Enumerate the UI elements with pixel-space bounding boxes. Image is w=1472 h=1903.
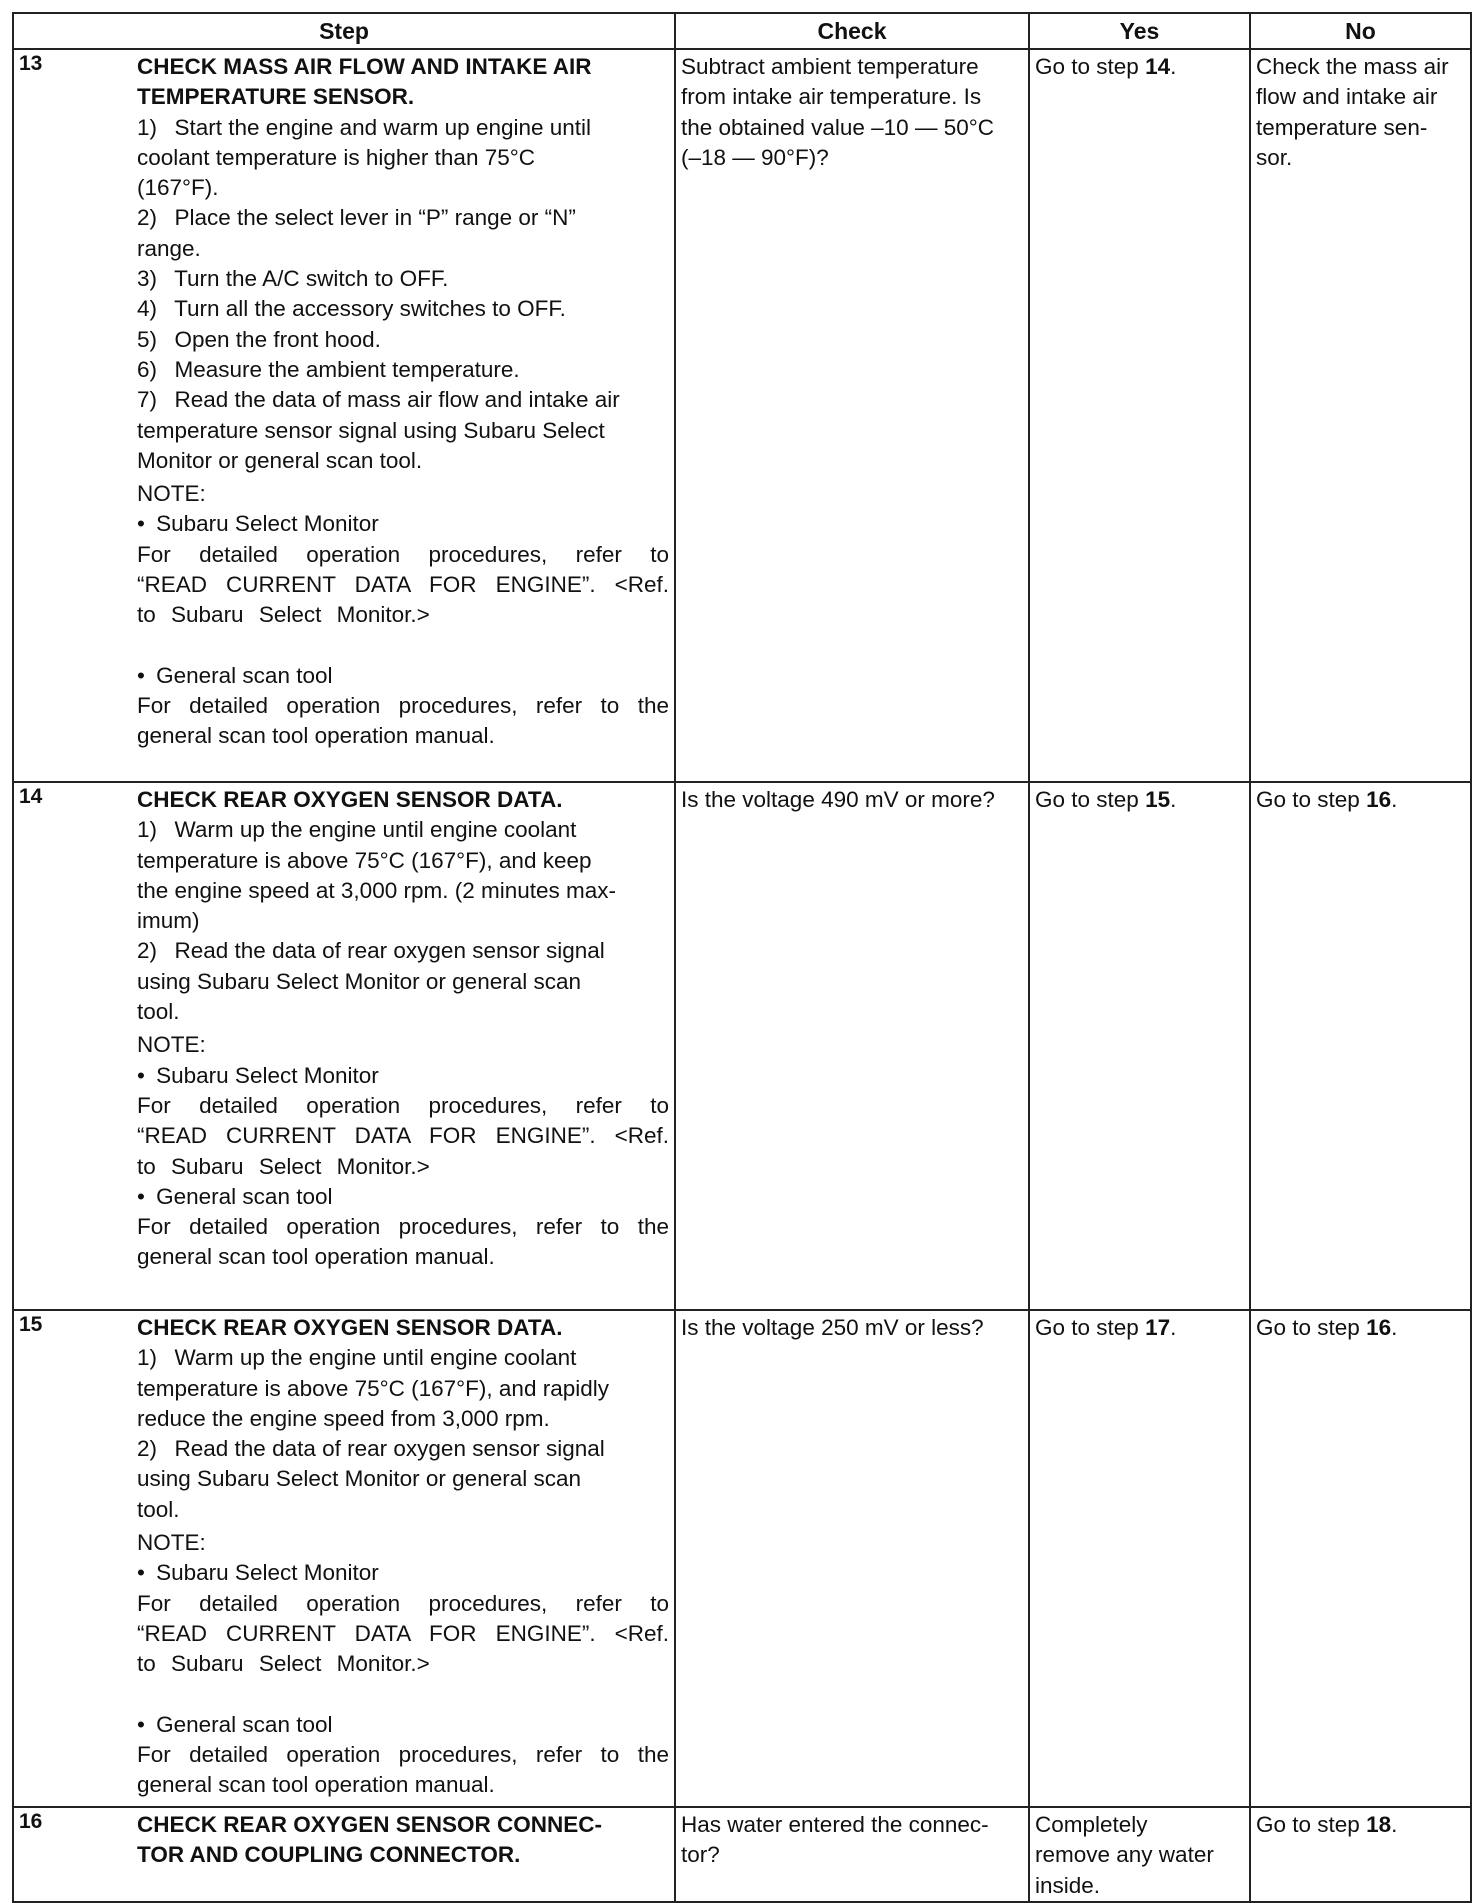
- note-label: NOTE:: [137, 1530, 206, 1556]
- bullet-select-monitor: • Subaru Select Monitor: [137, 1560, 379, 1586]
- step-text-line: to Subaru Select Monitor.>: [137, 602, 430, 628]
- step-text-line: For detailed operation procedures, refer to: [137, 1590, 669, 1616]
- check-text-line: Subtract ambient temperature: [681, 54, 979, 79]
- step-text-line: 2) Place the select lever in “P” range or “N”: [137, 205, 576, 231]
- yes-prefix: Go to step: [1035, 54, 1146, 79]
- step-text-line: “READ CURRENT DATA FOR ENGINE”. <Ref.: [137, 1620, 669, 1646]
- step-description: [137, 1310, 675, 1807]
- yes-cell: [1029, 1310, 1250, 1807]
- step-text-line: “READ CURRENT DATA FOR ENGINE”. <Ref.: [137, 572, 669, 598]
- yes-cell: [1029, 49, 1250, 782]
- step-text-line: imum): [137, 908, 200, 934]
- step-title-line: CHECK MASS AIR FLOW AND INTAKE AIR: [137, 54, 592, 79]
- yes-text-line: Completely: [1035, 1812, 1148, 1837]
- step-text-line: 2) Read the data of rear oxygen sensor signal: [137, 938, 605, 964]
- check-cell: [675, 1807, 1029, 1902]
- check-text-line: (–18 — 90°F)?: [681, 144, 829, 170]
- header-row: [13, 13, 1471, 49]
- header-no: No: [1250, 13, 1471, 49]
- step-text-line: For detailed operation procedures, refer to: [137, 541, 669, 567]
- step-number: 14: [13, 782, 137, 1310]
- step-text-line: “READ CURRENT DATA FOR ENGINE”. <Ref.: [137, 1123, 669, 1149]
- no-text-line: Check the mass air: [1256, 54, 1449, 79]
- step-text-line: temperature sensor signal using Subaru Select: [137, 417, 605, 443]
- step-text-line: general scan tool operation manual.: [137, 1244, 495, 1270]
- bullet-scan-tool: • General scan tool: [137, 1183, 333, 1209]
- yes-cell: [1029, 1807, 1250, 1902]
- check-cell: [675, 49, 1029, 782]
- note-label: NOTE:: [137, 1032, 206, 1058]
- no-text-line: flow and intake air: [1256, 84, 1438, 110]
- diagnostic-table: [12, 12, 1472, 1903]
- check-text-line: the obtained value –10 — 50°C: [681, 114, 994, 140]
- no-text-line: temperature sen-: [1256, 114, 1428, 140]
- yes-prefix: Go to step: [1035, 787, 1146, 812]
- no-prefix: Go to step: [1256, 787, 1367, 812]
- check-text-line: from intake air temperature. Is: [681, 84, 982, 110]
- step-text-line: reduce the engine speed from 3,000 rpm.: [137, 1405, 550, 1431]
- step-text-line: 1) Warm up the engine until engine coolant: [137, 817, 577, 843]
- step-description: [137, 49, 675, 782]
- no-prefix: Go to step: [1256, 1315, 1367, 1340]
- yes-cell: [1029, 782, 1250, 1310]
- table-row-13: [13, 49, 1471, 782]
- note-label: NOTE:: [137, 481, 206, 507]
- step-title-line: TEMPERATURE SENSOR.: [137, 84, 415, 110]
- step-number: 16: [13, 1807, 137, 1902]
- step-text-line: For detailed operation procedures, refer to the: [137, 1214, 669, 1240]
- no-step-number: 16: [1366, 1315, 1392, 1340]
- step-text-line: to Subaru Select Monitor.>: [137, 1153, 430, 1179]
- step-text-line: to Subaru Select Monitor.>: [137, 1651, 430, 1677]
- yes-step-number: 17: [1145, 1315, 1171, 1340]
- step-text-line: 2) Read the data of rear oxygen sensor signal: [137, 1436, 605, 1462]
- no-cell: [1250, 1310, 1471, 1807]
- no-step-number: 16: [1366, 787, 1392, 812]
- bullet-select-monitor: • Subaru Select Monitor: [137, 511, 379, 537]
- no-suffix: .: [1391, 1812, 1398, 1837]
- header-check: Check: [675, 13, 1029, 49]
- step-text-line: 1) Warm up the engine until engine coolant: [137, 1345, 577, 1371]
- no-cell: [1250, 49, 1471, 782]
- header-step: Step: [13, 13, 675, 49]
- check-text-line: Is the voltage 250 mV or less?: [681, 1315, 984, 1340]
- step-text-line: the engine speed at 3,000 rpm. (2 minutes max-: [137, 877, 617, 903]
- step-text-line: tool.: [137, 999, 180, 1025]
- step-description: [137, 1807, 675, 1902]
- step-text-line: For detailed operation procedures, refer to the: [137, 1741, 669, 1767]
- table-row-16: [13, 1807, 1471, 1902]
- step-title-line: CHECK REAR OXYGEN SENSOR CONNEC-: [137, 1812, 603, 1837]
- step-number: 15: [13, 1310, 137, 1807]
- table-row-15: [13, 1310, 1471, 1807]
- step-text-line: For detailed operation procedures, refer to the: [137, 692, 669, 718]
- step-text-line: 4) Turn all the accessory switches to OFF.: [137, 296, 566, 322]
- step-text-line: temperature is above 75°C (167°F), and rapidly: [137, 1375, 609, 1401]
- step-title-line: TOR AND COUPLING CONNECTOR.: [137, 1842, 521, 1868]
- step-text-line: 5) Open the front hood.: [137, 326, 381, 352]
- step-text-line: (167°F).: [137, 175, 219, 201]
- bullet-scan-tool: • General scan tool: [137, 662, 333, 688]
- step-text-line: 1) Start the engine and warm up engine until: [137, 114, 592, 140]
- check-cell: [675, 1310, 1029, 1807]
- yes-step-number: 14: [1145, 54, 1171, 79]
- yes-suffix: .: [1170, 1315, 1177, 1340]
- bullet-scan-tool: • General scan tool: [137, 1711, 333, 1737]
- step-text-line: 3) Turn the A/C switch to OFF.: [137, 266, 449, 292]
- no-text-line: sor.: [1256, 144, 1293, 170]
- check-text-line: Is the voltage 490 mV or more?: [681, 787, 995, 812]
- step-text-line: using Subaru Select Monitor or general scan: [137, 968, 582, 994]
- no-suffix: .: [1391, 787, 1398, 812]
- no-cell: [1250, 782, 1471, 1310]
- step-text-line: temperature is above 75°C (167°F), and keep: [137, 847, 592, 873]
- step-title-line: CHECK REAR OXYGEN SENSOR DATA.: [137, 787, 563, 812]
- step-text-line: 7) Read the data of mass air flow and intake air: [137, 387, 620, 413]
- step-description: [137, 782, 675, 1310]
- bullet-select-monitor: • Subaru Select Monitor: [137, 1062, 379, 1088]
- yes-step-number: 15: [1145, 787, 1171, 812]
- step-text-line: coolant temperature is higher than 75°C: [137, 144, 535, 170]
- yes-suffix: .: [1170, 54, 1177, 79]
- step-text-line: general scan tool operation manual.: [137, 1772, 495, 1798]
- step-text-line: range.: [137, 235, 201, 261]
- step-text-line: tool.: [137, 1496, 180, 1522]
- no-prefix: Go to step: [1256, 1812, 1367, 1837]
- no-step-number: 18: [1366, 1812, 1392, 1837]
- step-text-line: using Subaru Select Monitor or general scan: [137, 1466, 582, 1492]
- step-text-line: Monitor or general scan tool.: [137, 447, 423, 473]
- header-yes: Yes: [1029, 13, 1250, 49]
- yes-text-line: remove any water: [1035, 1842, 1214, 1868]
- step-title-line: CHECK REAR OXYGEN SENSOR DATA.: [137, 1315, 563, 1340]
- step-text-line: For detailed operation procedures, refer to: [137, 1092, 669, 1118]
- no-cell: [1250, 1807, 1471, 1902]
- step-number: 13: [13, 49, 137, 782]
- no-suffix: .: [1391, 1315, 1398, 1340]
- check-cell: [675, 782, 1029, 1310]
- yes-suffix: .: [1170, 787, 1177, 812]
- step-text-line: general scan tool operation manual.: [137, 723, 495, 749]
- check-text-line: Has water entered the connec-: [681, 1812, 989, 1837]
- step-text-line: 6) Measure the ambient temperature.: [137, 356, 520, 382]
- yes-text-line: inside.: [1035, 1872, 1101, 1898]
- check-text-line: tor?: [681, 1842, 720, 1868]
- table-row-14: [13, 782, 1471, 1310]
- yes-prefix: Go to step: [1035, 1315, 1146, 1340]
